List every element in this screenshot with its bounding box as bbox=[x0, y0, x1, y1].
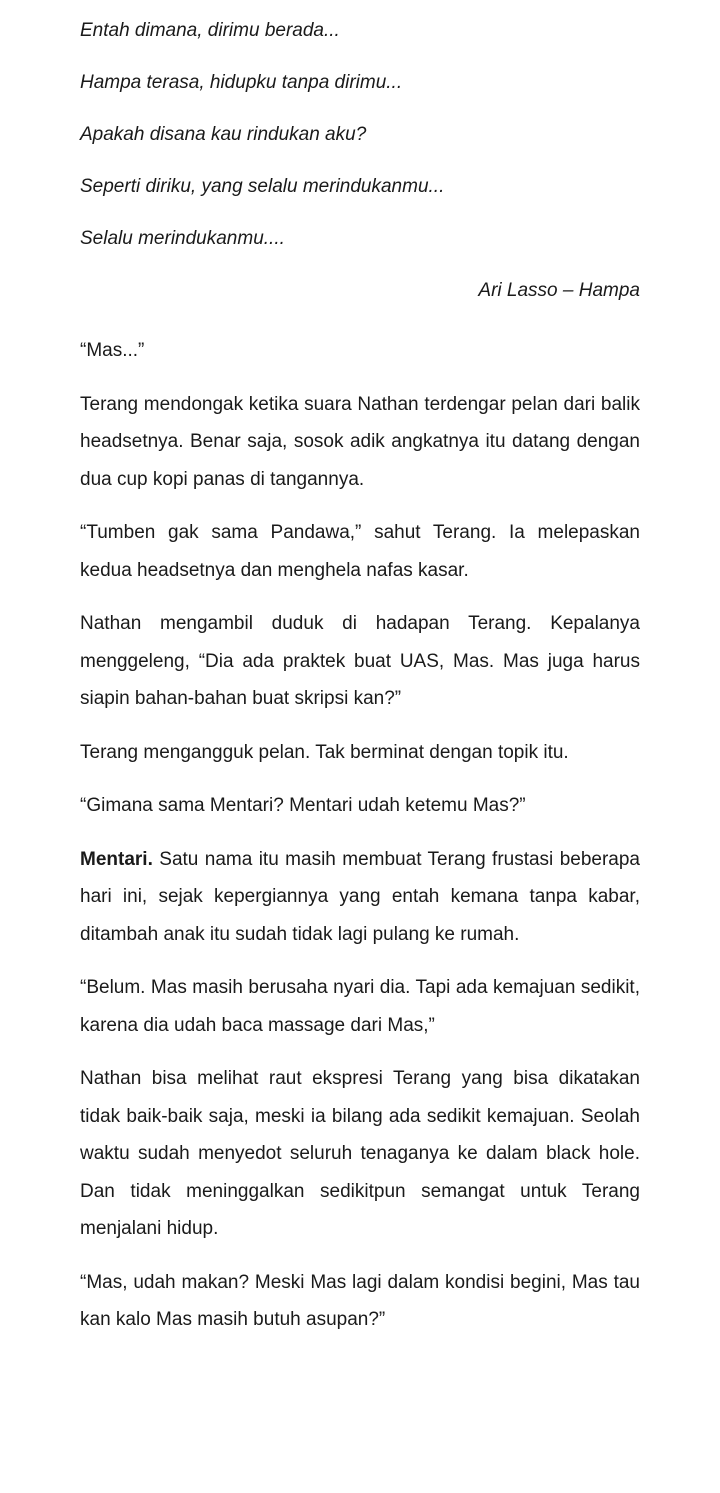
document-page bbox=[80, 18, 640, 1355]
paragraph-6: “Gimana sama Mentari? Mentari udah ketemu Mas?” bbox=[80, 795, 526, 816]
paragraph-9: Nathan bisa melihat raut ekspresi Terang yang bisa dikatakan tidak baik-baik saja, meski ia bilang ada sedikit kemajuan. Seolah waktu sudah menyedot seluruh tenaganya ke dalam black hole. Dan tidak meninggalkan sedikitpun semangat untuk Terang menjalani hidup. bbox=[80, 1068, 640, 1239]
song-credit: Ari Lasso – Hampa bbox=[478, 280, 640, 301]
paragraph-5: Terang mengangguk pelan. Tak berminat dengan topik itu. bbox=[80, 741, 569, 763]
paragraph-10: “Mas, udah makan? Meski Mas lagi dalam kondisi begini, Mas tau kan kalo Mas masih butuh asupan?” bbox=[80, 1271, 640, 1330]
lyric-line-5: Selalu merindukanmu.... bbox=[80, 228, 285, 249]
paragraph-1: “Mas...” bbox=[80, 340, 145, 361]
paragraph-2: Terang mendongak ketika suara Nathan terdengar pelan dari balik headsetnya. Benar saja, sosok adik angkatnya itu datang dengan dua cup kopi panas di tangannya. bbox=[80, 393, 640, 490]
paragraph-8: “Belum. Mas masih berusaha nyari dia. Tapi ada kemajuan sedikit, karena dia udah baca massage dari Mas,” bbox=[80, 977, 640, 1036]
paragraph-7-text: Satu nama itu masih membuat Terang frustasi beberapa hari ini, sejak kepergiannya yang entah kemana tanpa kabar, ditambah anak itu sudah tidak lagi pulang ke rumah. bbox=[80, 848, 640, 945]
paragraph-3: “Tumben gak sama Pandawa,” sahut Terang. Ia melepaskan kedua headsetnya dan menghela nafas kasar. bbox=[80, 522, 640, 581]
lyric-line-3: Apakah disana kau rindukan aku? bbox=[80, 124, 367, 145]
paragraph-4: Nathan mengambil duduk di hadapan Terang. Kepalanya menggeleng, “Dia ada praktek buat UAS, Mas. Mas juga harus siapin bahan-bahan buat skripsi kan?” bbox=[80, 613, 640, 709]
bold-name: Mentari. bbox=[80, 848, 153, 870]
lyric-line-4: Seperti diriku, yang selalu merindukanmu... bbox=[80, 176, 445, 197]
paragraph-7 bbox=[80, 841, 640, 954]
lyric-line-2: Hampa terasa, hidupku tanpa dirimu... bbox=[80, 72, 403, 93]
lyric-line-1: Entah dimana, dirimu berada... bbox=[80, 20, 340, 41]
